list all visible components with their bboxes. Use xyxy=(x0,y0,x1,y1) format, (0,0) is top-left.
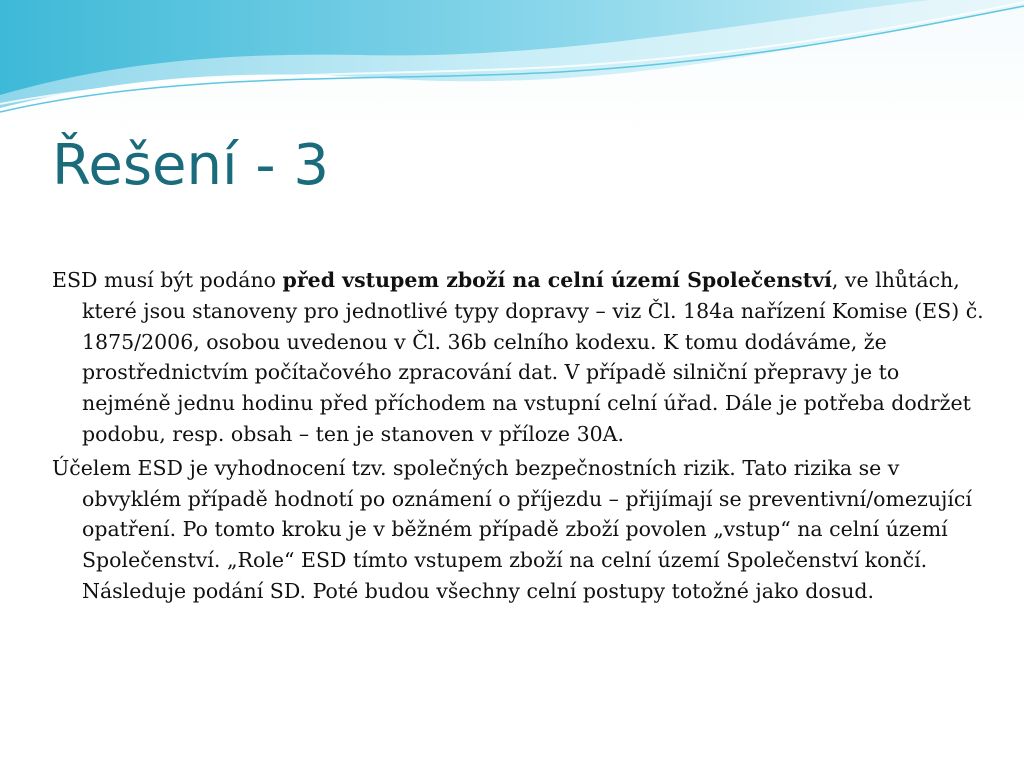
slide-title: Řešení - 3 xyxy=(52,133,329,198)
paragraph-1-bold: před vstupem zboží na celní území Společenství xyxy=(282,268,832,292)
wave-decoration xyxy=(0,0,1024,120)
slide-body xyxy=(52,265,987,610)
paragraph-2: Účelem ESD je vyhodnocení tzv. společných bezpečnostních rizik. Tato rizika se v obvyklém případě hodnotí po oznámení o příjezdu – přijímají se preventivní/omezující opatření. Po tomto kroku je v běžném případě zboží povolen „vstup“ na celní území Společenství. „Role“ ESD tímto vstupem zboží na celní území Společenství končí. Následuje podání SD. Poté budou všechny celní postupy totožné jako dosud. xyxy=(52,455,972,603)
paragraph-1 xyxy=(52,265,987,450)
paragraph-1-start: ESD musí být podáno xyxy=(52,268,283,292)
paragraph-1-rest: , ve lhůtách, které jsou stanoveny pro jednotlivé typy dopravy – viz Čl. 184a nařízení Komise (ES) č. 1875/2006, osobou uvedenou v Čl. 36b celního kodexu. K tomu dodáváme, že prostřednictvím počítačového zpracování dat. V případě silniční přepravy je to nejméně jednu hodinu před příchodem na vstupní celní úřad. Dále je potřeba dodržet podobu, resp. obsah – ten je stanoven v příloze 30A. xyxy=(82,268,984,446)
